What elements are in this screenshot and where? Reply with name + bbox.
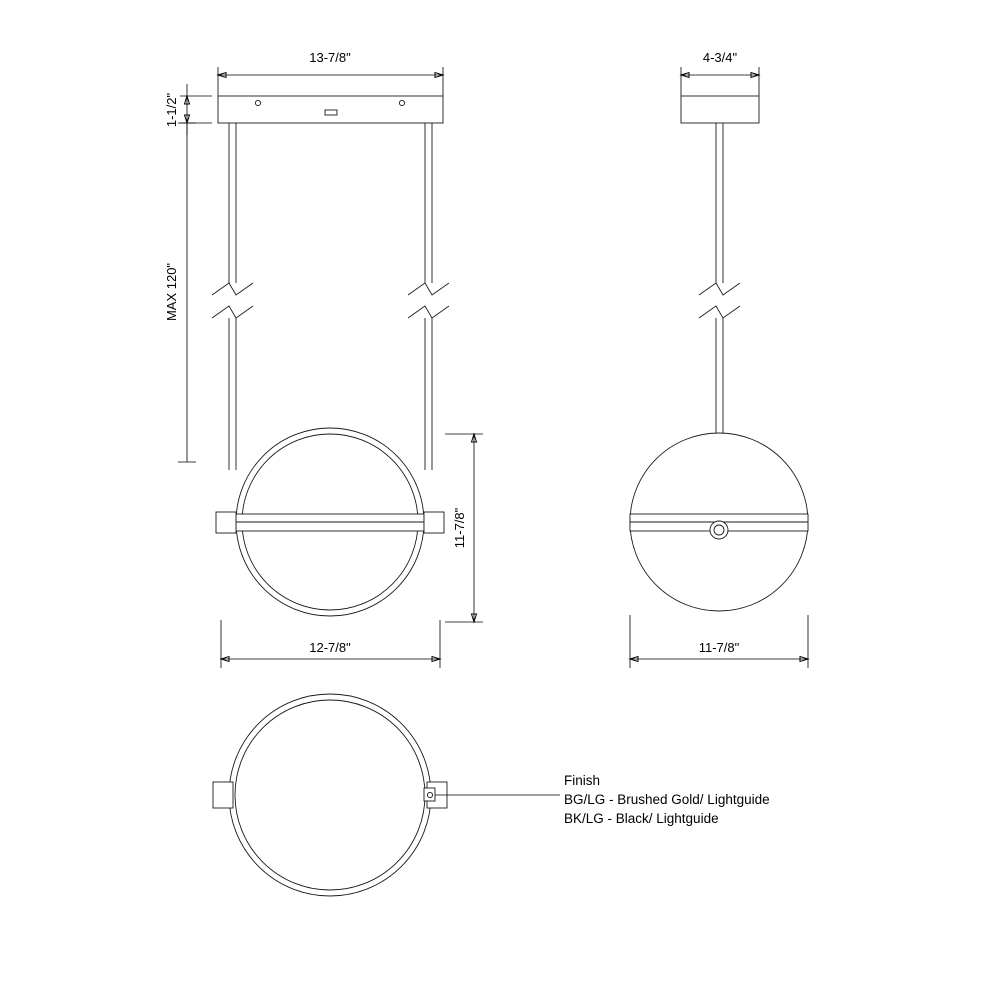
label-globe-height: 11-7/8" [452, 507, 467, 549]
finish-option-bk-lg: BK/LG - Black/ Lightguide [564, 811, 719, 826]
front-right-cable [408, 123, 449, 470]
finish-option-bg-lg: BG/LG - Brushed Gold/ Lightguide [564, 792, 770, 807]
label-canopy-height: 1-1/2" [164, 92, 179, 128]
dim-canopy-width [218, 67, 443, 96]
front-globe [216, 428, 444, 616]
label-canopy-width: 13-7/8" [309, 50, 351, 65]
label-max-drop: MAX 120" [164, 262, 179, 322]
dim-max-drop [178, 123, 196, 462]
side-canopy [681, 96, 759, 123]
label-globe-width-side: 11-7/8" [698, 640, 740, 655]
front-left-cable [212, 123, 253, 470]
finish-heading: Finish [564, 773, 601, 788]
dim-canopy-depth [681, 67, 759, 96]
dim-canopy-height [180, 84, 212, 135]
label-globe-width-front: 12-7/8" [309, 640, 351, 655]
side-globe [630, 433, 808, 611]
front-canopy [218, 96, 443, 123]
label-canopy-depth: 4-3/4" [702, 50, 738, 65]
plan-view [213, 694, 447, 896]
